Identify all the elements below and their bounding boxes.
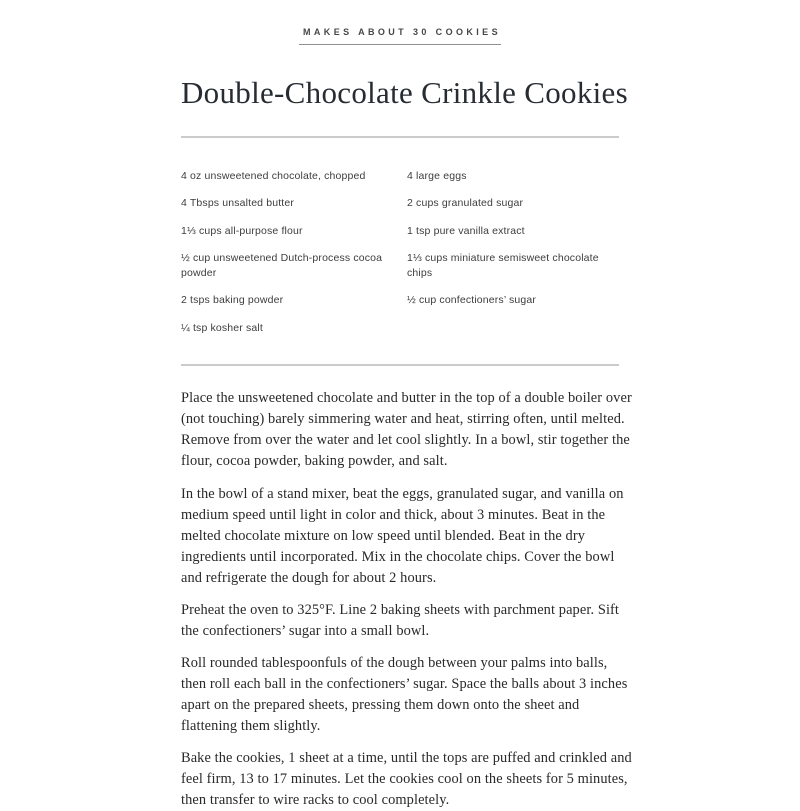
ingredient-item: ½ cup confectioners’ sugar <box>407 294 536 307</box>
ingredient-list <box>181 169 619 348</box>
ingredient-item: 1⅓ cups all-purpose flour <box>181 224 303 237</box>
instruction-paragraph: Roll rounded tablespoonfuls of the dough between your palms into balls, then roll each ball in the confectioners’ sugar. Space the balls about 3 inches apart on the prepared sheets, pressing them down onto the sheet and flattening them slightly. <box>181 654 628 734</box>
instruction-paragraph: Preheat the oven to 325°F. Line 2 baking sheets with parchment paper. Sift the confectioners’ sugar into a small bowl. <box>181 601 620 639</box>
ingredient-column-right <box>407 169 619 348</box>
page-title: Double-Chocolate Crinkle Cookies <box>181 75 628 110</box>
ingredient-item: 1⅓ cups miniature semisweet chocolate chips <box>407 252 599 279</box>
divider-top <box>181 136 619 138</box>
divider-bottom <box>181 364 619 366</box>
ingredient-item: 1 tsp pure vanilla extract <box>407 224 525 237</box>
yield-label: MAKES ABOUT 30 COOKIES <box>299 27 501 45</box>
instruction-paragraph: In the bowl of a stand mixer, beat the eggs, granulated sugar, and vanilla on medium speed until light in color and thick, about 3 minutes. Beat in the melted chocolate mixture on low speed until blended. Beat in the dry ingredients until incorporated. Mix in the chocolate chips. Cover the bowl and refrigerate the dough for about 2 hours. <box>181 485 624 586</box>
recipe-page <box>181 0 632 811</box>
ingredient-item: 2 cups granulated sugar <box>407 197 524 210</box>
instructions-section <box>181 388 633 811</box>
ingredient-item: ½ cup unsweetened Dutch-process cocoa powder <box>181 252 383 279</box>
ingredient-item: 4 oz unsweetened chocolate, chopped <box>181 170 366 182</box>
ingredient-item: 4 Tbsps unsalted butter <box>181 197 294 210</box>
ingredient-column-left <box>181 169 407 348</box>
ingredient-item: 2 tsps baking powder <box>181 294 284 307</box>
ingredient-item: 4 large eggs <box>407 170 467 182</box>
instruction-paragraph: Place the unsweetened chocolate and butter in the top of a double boiler over (not touching) barely simmering water and heat, stirring often, until melted. Remove from over the water and let cool slightly. In a bowl, stir together the flour, cocoa powder, baking powder, and salt. <box>181 390 632 470</box>
yield-header <box>181 22 619 45</box>
instruction-paragraph: Bake the cookies, 1 sheet at a time, until the tops are puffed and crinkled and feel firm, 13 to 17 minutes. Let the cookies cool on the sheets for 5 minutes, then transfer to wire racks to cool completely. <box>181 749 632 808</box>
ingredient-item: ¼ tsp kosher salt <box>181 321 263 334</box>
